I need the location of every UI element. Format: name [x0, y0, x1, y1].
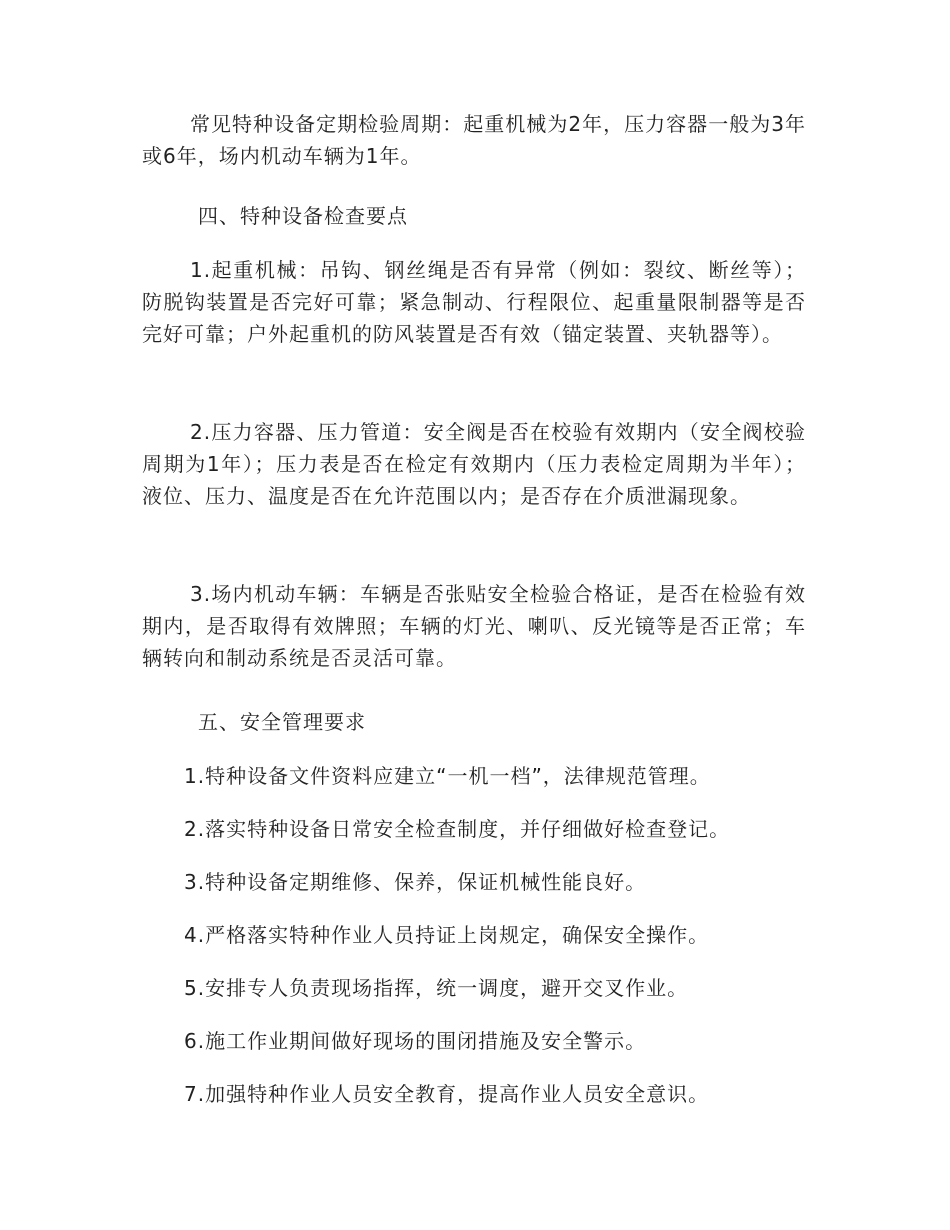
section-4-heading: 四、特种设备检查要点: [198, 204, 408, 228]
section-5-item-7: 7.加强特种作业人员安全教育，提高作业人员安全意识。: [184, 1082, 710, 1106]
section-5-item-2: 2.落实特种设备日常安全检查制度，并仔细做好检查登记。: [184, 817, 731, 841]
section-5-heading: 五、安全管理要求: [198, 710, 366, 734]
section-5-item-1: 1.特种设备文件资料应建立“一机一档”，法律规范管理。: [184, 764, 711, 788]
section-4-item-3-site-vehicles: 3.场内机动车辆：车辆是否张贴安全检验合格证，是否在检验有效期内，是否取得有效牌照；车辆的灯光、喇叭、反光镜等是否正常；车辆转向和制动系统是否灵活可靠。: [142, 582, 806, 670]
section-5-item-3: 3.特种设备定期维修、保养，保证机械性能良好。: [184, 870, 647, 894]
section-4-item-2-pressure-vessels: 2.压力容器、压力管道：安全阀是否在校验有效期内（安全阀校验周期为1年）；压力表是否在检定有效期内（压力表检定周期为半年）；液位、压力、温度是否在允许范围以内；是否存在介质泄漏现象。: [142, 420, 806, 508]
intro-inspection-period-paragraph: 常见特种设备定期检验周期：起重机械为2年，压力容器一般为3年或6年，场内机动车辆为1年。: [142, 112, 806, 168]
section-5-item-6: 6.施工作业期间做好现场的围闭措施及安全警示。: [184, 1029, 647, 1053]
section-4-item-1-lifting-machinery: 1.起重机械：吊钩、钢丝绳是否有异常（例如：裂纹、断丝等）；防脱钩装置是否完好可靠；紧急制动、行程限位、起重量限制器等是否完好可靠；户外起重机的防风装置是否有效（锚定装置、夹轨器等）。: [142, 258, 806, 346]
section-5-item-4: 4.严格落实特种作业人员持证上岗规定，确保安全操作。: [184, 923, 710, 947]
section-5-item-5: 5.安排专人负责现场指挥，统一调度，避开交叉作业。: [184, 976, 689, 1000]
